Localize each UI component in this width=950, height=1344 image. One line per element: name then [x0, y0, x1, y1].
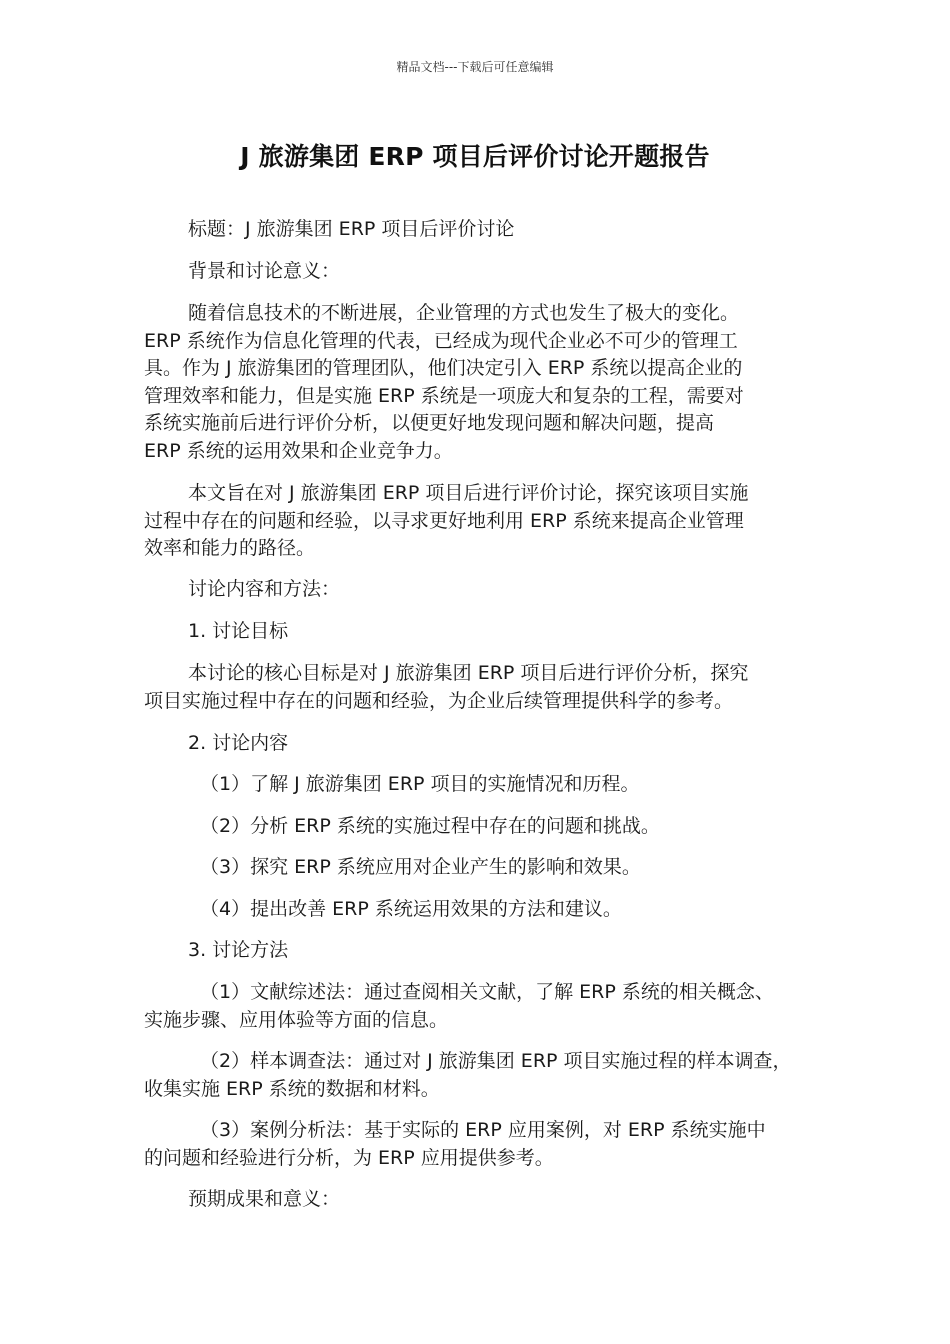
text-line: （3）案例分析法：基于实际的 ERP 应用案例，对 ERP 系统实施中 [200, 1119, 766, 1141]
content-item: （2）分析 ERP 系统的实施过程中存在的问题和挑战。 [200, 815, 660, 837]
goal-paragraph [144, 660, 824, 715]
background-heading: 背景和讨论意义： [188, 260, 341, 282]
text-line: 过程中存在的问题和经验，以寻求更好地利用 ERP 系统来提高企业管理 [144, 509, 744, 532]
goal-heading: 1. 讨论目标 [188, 620, 289, 642]
expected-heading: 预期成果和意义： [188, 1188, 341, 1210]
document-title: J 旅游集团 ERP 项目后评价讨论开题报告 [240, 142, 710, 171]
text-line: 本文旨在对 J 旅游集团 ERP 项目后进行评价讨论，探究该项目实施 [188, 482, 749, 504]
text-line: 系统实施前后进行评价分析，以便更好地发现问题和解决问题，提高 [144, 412, 715, 435]
content-item: （3）探究 ERP 系统应用对企业产生的影响和效果。 [200, 856, 641, 878]
background-paragraph-2 [144, 480, 824, 563]
method-item [144, 1117, 824, 1172]
method-heading: 3. 讨论方法 [188, 939, 289, 961]
text-line: 实施步骤、应用体验等方面的信息。 [144, 1008, 449, 1031]
text-line: 效率和能力的路径。 [144, 537, 316, 560]
text-line: 收集实施 ERP 系统的数据和材料。 [144, 1077, 440, 1100]
page-header: 精品文档---下载后可任意编辑 [396, 60, 554, 74]
content-sub-heading: 2. 讨论内容 [188, 732, 289, 754]
method-item [144, 979, 824, 1034]
text-line: （2）样本调查法：通过对 J 旅游集团 ERP 项目实施过程的样本调查， [200, 1050, 792, 1072]
background-paragraph-1 [144, 300, 824, 466]
text-line: ERP 系统作为信息化管理的代表，已经成为现代企业必不可少的管理工 [144, 329, 738, 352]
content-item: （1）了解 J 旅游集团 ERP 项目的实施情况和历程。 [200, 773, 640, 795]
text-line: （1）文献综述法：通过查阅相关文献，了解 ERP 系统的相关概念、 [200, 981, 774, 1003]
text-line: ERP 系统的运用效果和企业竞争力。 [144, 439, 453, 462]
text-line: 随着信息技术的不断进展，企业管理的方式也发生了极大的变化。 [188, 302, 740, 324]
text-line: 管理效率和能力，但是实施 ERP 系统是一项庞大和复杂的工程，需要对 [144, 384, 744, 407]
subject-line: 标题：J 旅游集团 ERP 项目后评价讨论 [188, 218, 515, 240]
content-heading: 讨论内容和方法： [188, 578, 341, 600]
method-item [144, 1048, 824, 1103]
text-line: 具。作为 J 旅游集团的管理团队，他们决定引入 ERP 系统以提高企业的 [144, 357, 743, 380]
content-item: （4）提出改善 ERP 系统运用效果的方法和建议。 [200, 898, 622, 920]
text-line: 的问题和经验进行分析，为 ERP 应用提供参考。 [144, 1146, 554, 1169]
text-line: 本讨论的核心目标是对 J 旅游集团 ERP 项目后进行评价分析，探究 [188, 662, 749, 684]
text-line: 项目实施过程中存在的问题和经验，为企业后续管理提供科学的参考。 [144, 689, 734, 712]
